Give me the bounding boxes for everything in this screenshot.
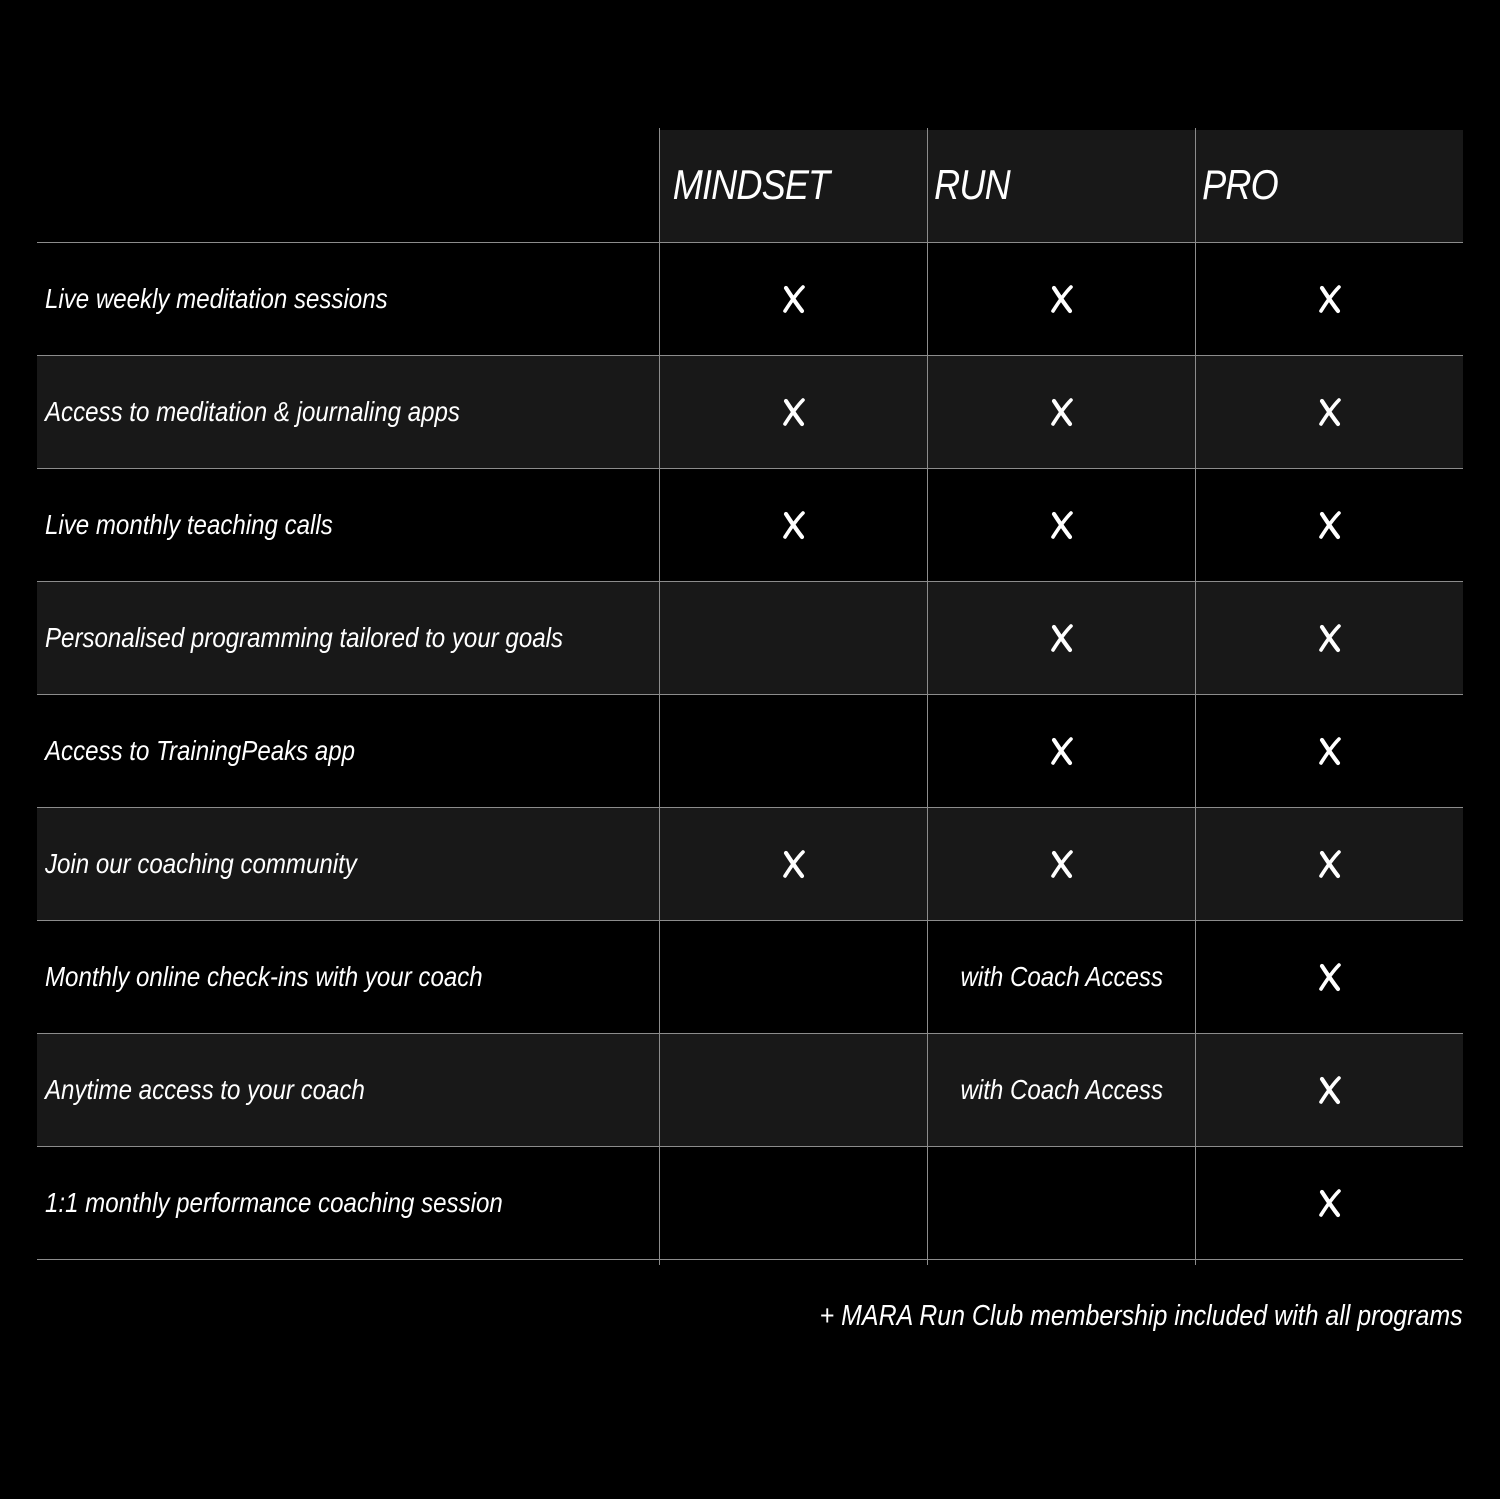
cell-mindset (660, 356, 927, 468)
x-mark-icon (781, 397, 807, 427)
table-row (37, 242, 1463, 355)
x-mark-icon (1317, 1188, 1343, 1218)
cell-pro (1196, 808, 1463, 920)
feature-label: 1:1 monthly performance coaching session (45, 1187, 503, 1218)
cell-run (928, 356, 1195, 468)
cell-pro (1196, 1147, 1463, 1259)
footer-note: + MARA Run Club membership included with all programs (820, 1300, 1463, 1332)
feature-label: Join our coaching community (45, 848, 357, 879)
cell-pro (1196, 582, 1463, 694)
feature-label: Personalised programming tailored to your goals (45, 622, 564, 653)
cell-mindset (660, 582, 927, 694)
feature-label: Live monthly teaching calls (45, 509, 333, 540)
x-mark-icon (781, 849, 807, 879)
column-header-mindset: MINDSET (672, 161, 830, 208)
cell-pro (1196, 243, 1463, 355)
feature-label: Monthly online check-ins with your coach (45, 961, 483, 992)
cell-run (928, 808, 1195, 920)
table-row (37, 1146, 1463, 1260)
cell-mindset (660, 808, 927, 920)
cell-run (928, 243, 1195, 355)
cell-run (928, 1034, 1195, 1146)
table-row (37, 920, 1463, 1033)
cell-run (928, 469, 1195, 581)
feature-label: Access to meditation & journaling apps (45, 396, 460, 427)
cell-pro (1196, 1034, 1463, 1146)
cell-pro (1196, 921, 1463, 1033)
x-mark-icon (781, 510, 807, 540)
column-divider (659, 128, 660, 1265)
table-body (37, 242, 1463, 1260)
feature-label: Anytime access to your coach (45, 1074, 365, 1105)
table-row (37, 694, 1463, 807)
cell-note: with Coach Access (960, 961, 1163, 992)
table-header (37, 128, 1463, 242)
table-row (37, 468, 1463, 581)
table-row (37, 1033, 1463, 1146)
cell-run (928, 582, 1195, 694)
table-row (37, 355, 1463, 468)
table-row (37, 581, 1463, 694)
cell-mindset (660, 695, 927, 807)
x-mark-icon (1049, 510, 1075, 540)
cell-mindset (660, 1034, 927, 1146)
x-mark-icon (1317, 1075, 1343, 1105)
x-mark-icon (1317, 510, 1343, 540)
x-mark-icon (1049, 284, 1075, 314)
cell-mindset (660, 921, 927, 1033)
comparison-table (37, 128, 1463, 1260)
x-mark-icon (1317, 397, 1343, 427)
cell-run (928, 1147, 1195, 1259)
column-divider (927, 128, 928, 1265)
x-mark-icon (1317, 736, 1343, 766)
cell-run (928, 921, 1195, 1033)
table-row (37, 807, 1463, 920)
x-mark-icon (1317, 284, 1343, 314)
cell-pro (1196, 356, 1463, 468)
x-mark-icon (1049, 623, 1075, 653)
x-mark-icon (781, 284, 807, 314)
x-mark-icon (1049, 736, 1075, 766)
x-mark-icon (1049, 397, 1075, 427)
cell-mindset (660, 469, 927, 581)
x-mark-icon (1317, 962, 1343, 992)
column-header-run: RUN (934, 161, 1010, 208)
cell-run (928, 695, 1195, 807)
column-divider (1195, 128, 1196, 1265)
cell-pro (1196, 469, 1463, 581)
cell-pro (1196, 695, 1463, 807)
cell-mindset (660, 243, 927, 355)
cell-mindset (660, 1147, 927, 1259)
x-mark-icon (1317, 623, 1343, 653)
x-mark-icon (1317, 849, 1343, 879)
x-mark-icon (1049, 849, 1075, 879)
cell-note: with Coach Access (960, 1074, 1163, 1105)
feature-label: Live weekly meditation sessions (45, 283, 388, 314)
feature-label: Access to TrainingPeaks app (45, 735, 356, 766)
column-header-pro: PRO (1202, 161, 1278, 208)
